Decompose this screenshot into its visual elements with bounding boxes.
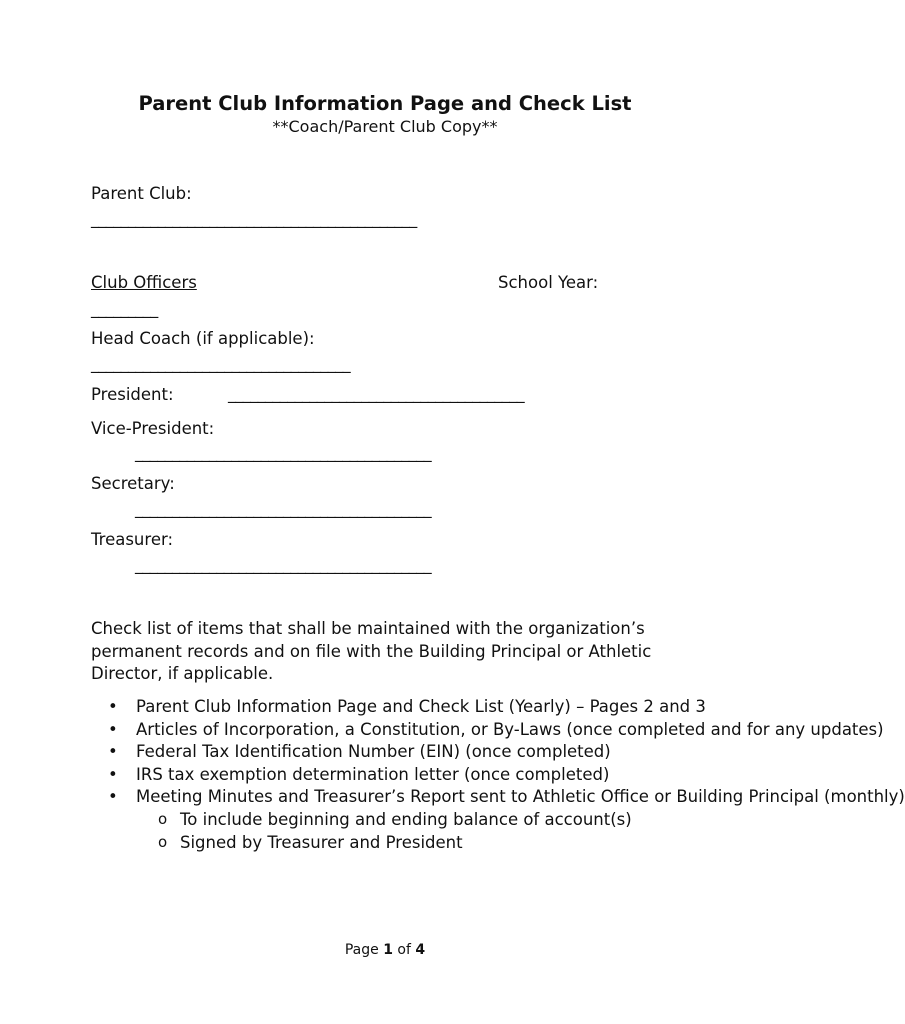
checklist-intro: Check list of items that shall be maintained with the organization’s permanent records and on file with the Building Principal or Athletic Director, if applicable.	[91, 619, 652, 683]
page-total: 4	[415, 942, 426, 958]
parent-club-label: Parent Club:	[91, 184, 192, 203]
vice-president-field[interactable]: ________________________________________	[135, 443, 432, 462]
checklist-item-text: Meeting Minutes and Treasurer’s Report sent to Athletic Office or Building Principal (monthly)	[136, 787, 905, 806]
bullet-icon: •	[108, 719, 118, 739]
bullet-icon: •	[108, 697, 118, 716]
sub-bullet-icon: o	[158, 809, 168, 828]
checklist-item	[108, 764, 708, 787]
secretary-field[interactable]: ________________________________________	[135, 499, 432, 518]
checklist-subitems	[136, 809, 708, 855]
page-number	[0, 942, 770, 958]
checklist-subitem-text: Signed by Treasurer and President	[180, 833, 463, 852]
checklist-subitem	[158, 809, 708, 832]
school-year-label: School Year:	[498, 273, 599, 292]
checklist-item	[108, 741, 708, 764]
checklist-item-text: Federal Tax Identification Number (EIN) (once completed)	[136, 742, 611, 761]
document-title: Parent Club Information Page and Check List	[138, 92, 632, 115]
page-prefix: Page	[344, 942, 379, 958]
page-current: 1	[383, 942, 393, 958]
treasurer-label: Treasurer:	[91, 530, 174, 549]
school-year-field[interactable]: _________	[91, 299, 158, 318]
checklist-subitem-text: To include beginning and ending balance of account(s)	[180, 809, 632, 829]
bullet-icon: •	[108, 787, 118, 806]
checklist-item	[108, 696, 708, 719]
checklist-item-text: Articles of Incorporation, a Constitution, or By-Laws (once completed and for any updates)	[136, 719, 884, 739]
bullet-icon: •	[108, 764, 118, 784]
vice-president-label: Vice-President:	[91, 419, 215, 438]
checklist-items	[108, 696, 905, 855]
checklist-subitem	[158, 832, 708, 855]
page-of: of	[397, 942, 411, 958]
checklist-item-text: IRS tax exemption determination letter (once completed)	[136, 764, 610, 784]
head-coach-field[interactable]: ___________________________________	[91, 354, 351, 373]
president-label: President:	[91, 385, 174, 404]
document-subtitle: **Coach/Parent Club Copy**	[272, 117, 498, 136]
head-coach-label: Head Coach (if applicable):	[91, 329, 315, 348]
secretary-label: Secretary:	[91, 474, 175, 493]
checklist-item	[108, 786, 905, 855]
treasurer-field[interactable]: ________________________________________	[135, 555, 432, 574]
parent-club-field[interactable]: ____________________________________________	[91, 209, 417, 228]
president-field[interactable]: ________________________________________	[228, 384, 525, 403]
club-officers-heading: Club Officers	[91, 273, 197, 292]
checklist-item-text: Parent Club Information Page and Check List (Yearly) – Pages 2 and 3	[136, 697, 706, 716]
bullet-icon: •	[108, 742, 118, 761]
checklist-item	[108, 719, 884, 742]
sub-bullet-icon: o	[158, 833, 168, 851]
